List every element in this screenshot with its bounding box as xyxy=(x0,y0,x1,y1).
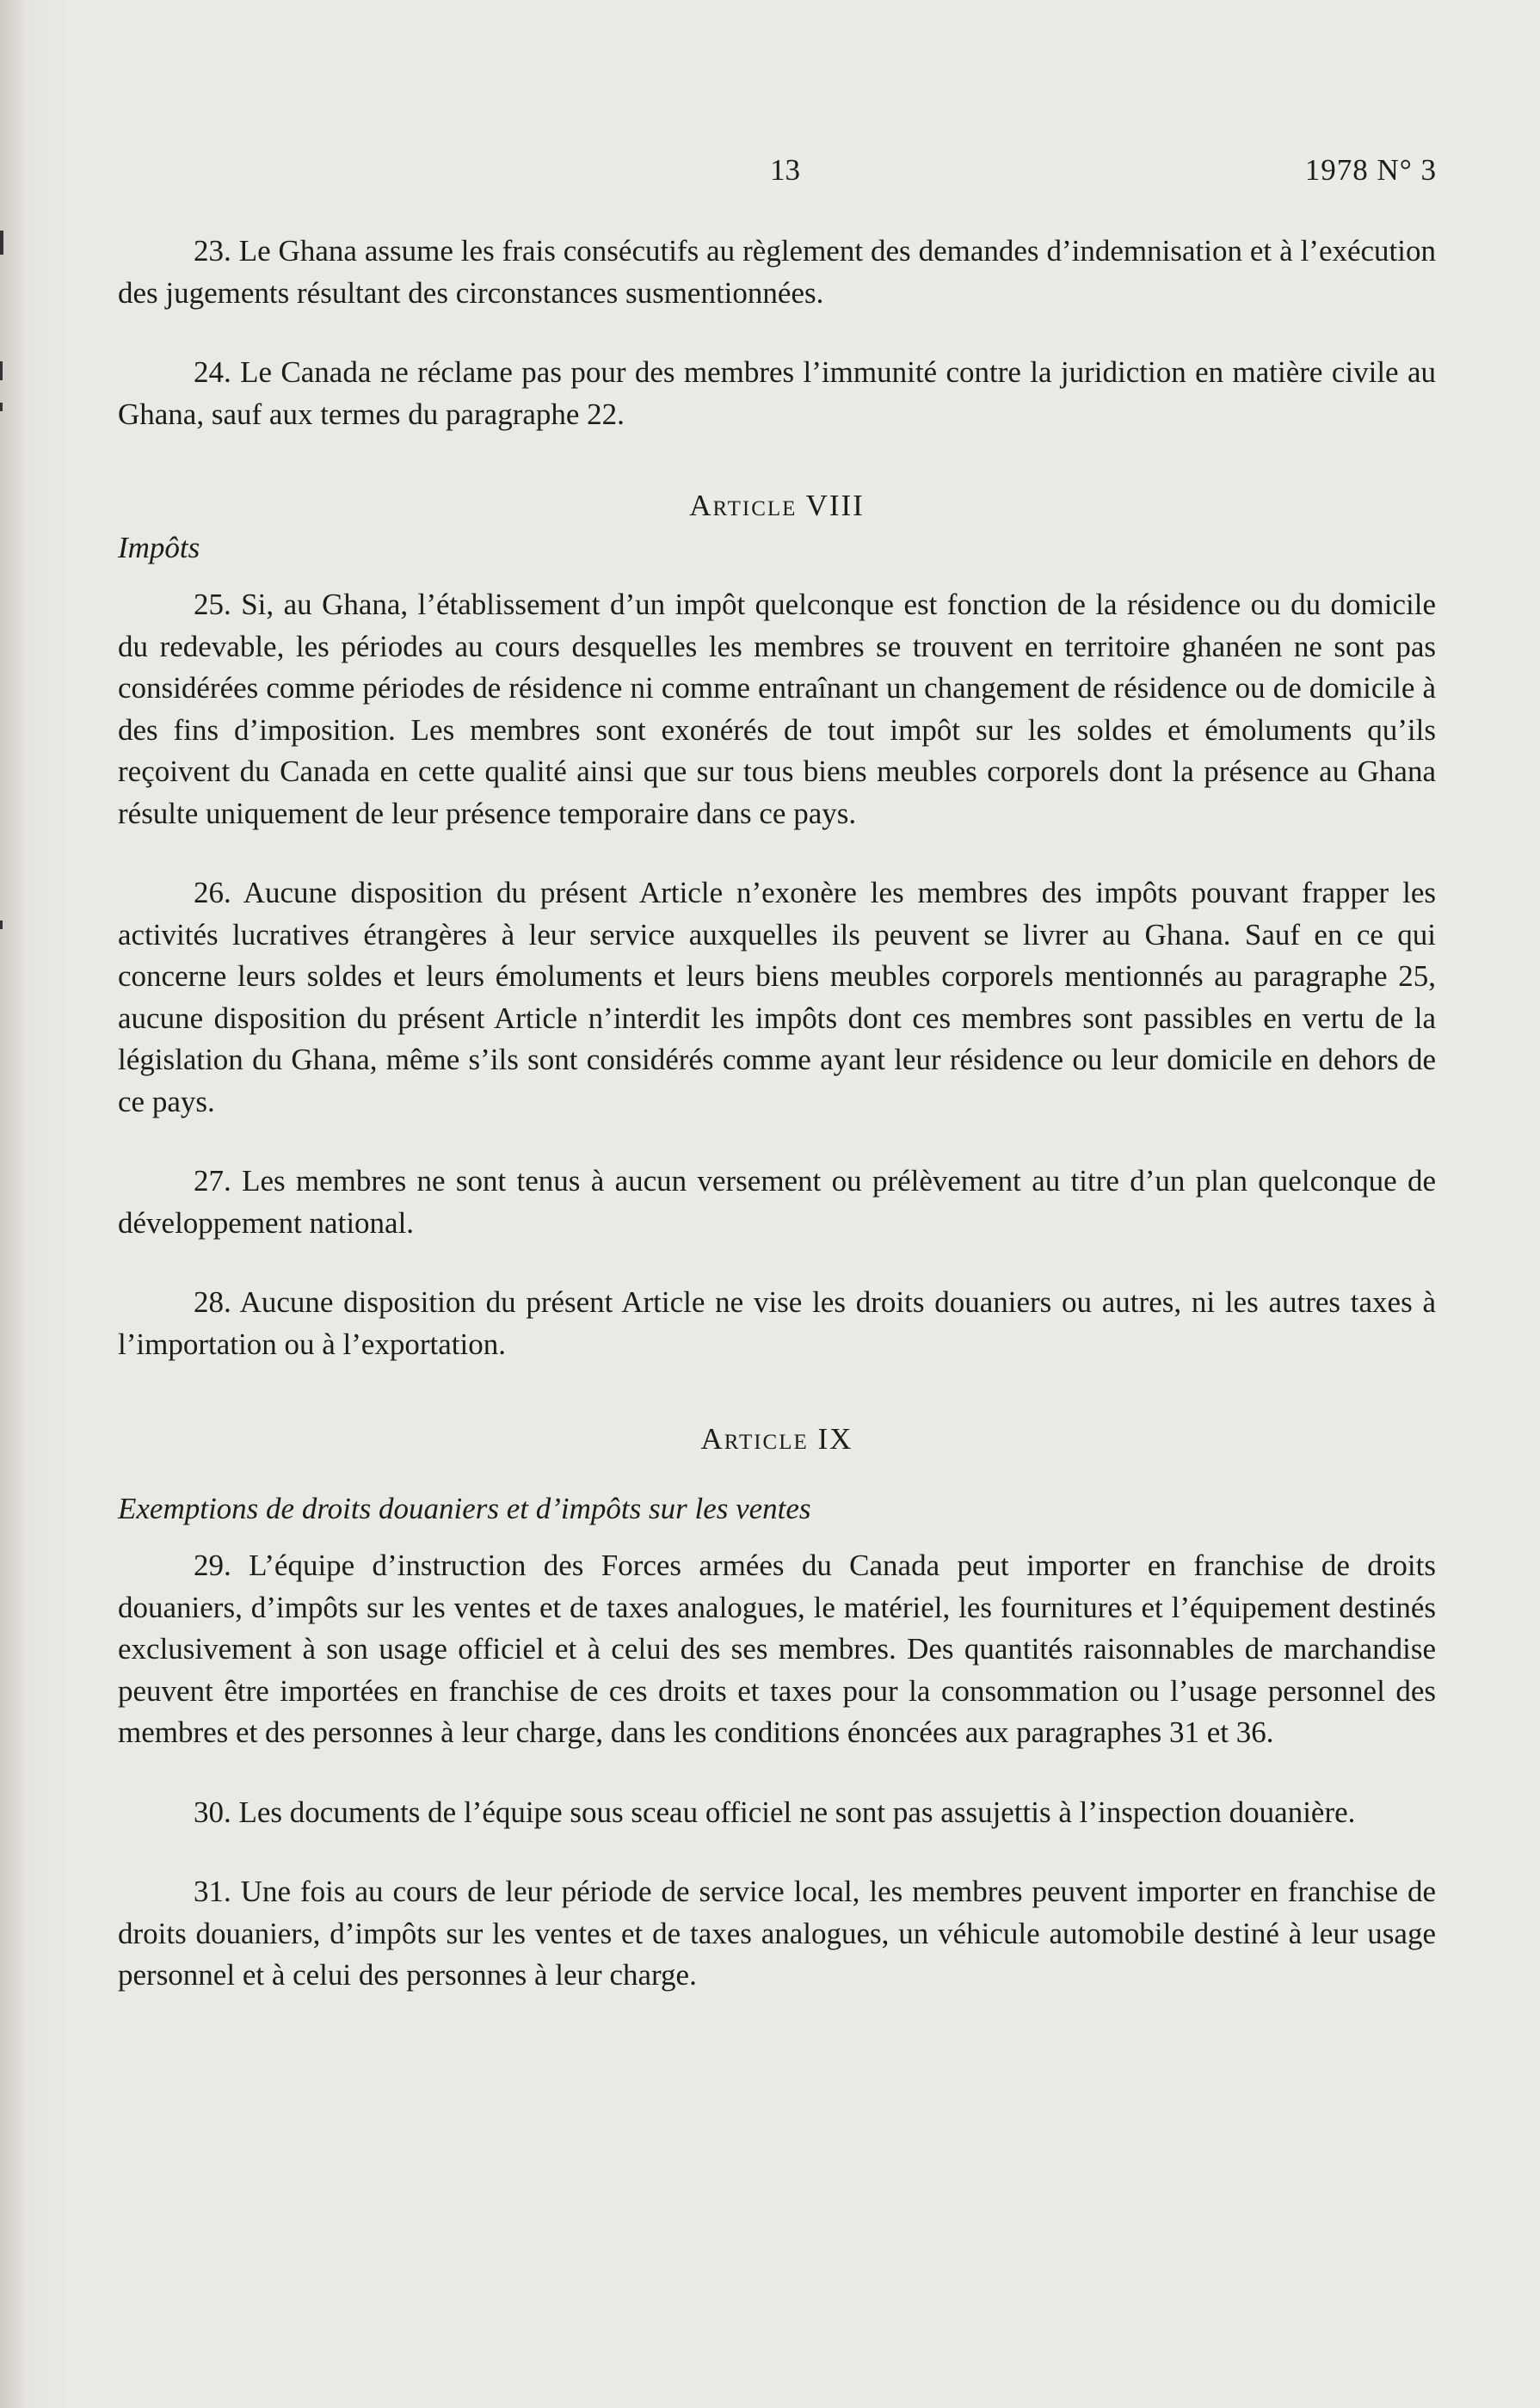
page-header xyxy=(0,153,1540,196)
gutter-mark xyxy=(0,231,3,255)
paragraph-23: 23. Le Ghana assume les frais consécutifs au règlement des demandes d’indemnisation et à l’exécution des jugements résultant des circonstances susmentionnées. xyxy=(118,234,1436,310)
gutter-mark xyxy=(0,921,3,929)
article-9-subtitle: Exemptions de droits douaniers et d’impôts sur les ventes xyxy=(118,1491,811,1525)
paragraph-31: 31. Une fois au cours de leur période de service local, les membres peuvent importer en franchise de droits douaniers, d’impôts sur les ventes et de taxes analogues, un véhicule automobile destiné à leur usage personnel et à celui des personnes à leur charge. xyxy=(118,1875,1436,1992)
issue-number: 1978 N° 3 xyxy=(1304,153,1437,187)
page-number: 13 xyxy=(770,153,800,187)
gutter-mark xyxy=(0,403,3,411)
gutter-mark xyxy=(0,361,3,380)
paragraph-27: 27. Les membres ne sont tenus à aucun versement ou prélèvement au titre d’un plan quelconque de développement national. xyxy=(118,1164,1436,1240)
article-8-title: Article VIII xyxy=(689,489,865,522)
binding-gutter xyxy=(0,0,24,2408)
paragraph-28: 28. Aucune disposition du présent Article ne vise les droits douaniers ou autres, ni les autres taxes à l’importation ou à l’exportation. xyxy=(118,1285,1436,1361)
paragraph-24: 24. Le Canada ne réclame pas pour des membres l’immunité contre la juridiction en matière civile au Ghana, sauf aux termes du paragraphe 22. xyxy=(118,355,1436,431)
paragraph-26: 26. Aucune disposition du présent Article n’exonère les membres des impôts pouvant frapper les activités lucratives étrangères à leur service auxquelles ils peuvent se livrer au Ghana. Sauf en ce qui concerne leurs soldes et leurs émoluments et leurs biens meubles corporels mentionnés au paragraphe 25, aucune disposition du présent Article n’interdit les impôts dont ces membres sont passibles en vertu de la législation du Ghana, même s’ils sont considérés comme ayant leur résidence ou leur domicile en dehors de ce pays. xyxy=(118,876,1436,1118)
paragraph-30: 30. Les documents de l’équipe sous sceau officiel ne sont pas assujettis à l’inspection douanière. xyxy=(194,1795,1356,1829)
article-9-title: Article IX xyxy=(700,1422,853,1456)
paragraph-29: 29. L’équipe d’instruction des Forces armées du Canada peut importer en franchise de droits douaniers, d’impôts sur les ventes et de taxes analogues, le matériel, les fournitures et l’équipement destinés exclusivement à son usage officiel et à celui des ses membres. Des quantités raisonnables de marchandise peuvent être importées en franchise de ces droits et taxes pour la consommation ou l’usage personnel des membres et des personnes à leur charge, dans les conditions énoncées aux paragraphes 31 et 36. xyxy=(118,1549,1436,1749)
article-8-subtitle: Impôts xyxy=(118,530,200,564)
main-text xyxy=(118,231,1436,2035)
paragraph-25: 25. Si, au Ghana, l’établissement d’un impôt quelconque est fonction de la résidence ou du domicile du redevable, les périodes au cours desquelles les membres se trouvent en territoire ghanéen ne sont pas considérées comme périodes de résidence ni comme entraînant un changement de résidence ou de domicile à des fins d’imposition. Les membres sont exonérés de tout impôt sur les soldes et émoluments qu’ils reçoivent du Canada en cette qualité ainsi que sur tous biens meubles corporels dont la présence au Ghana résulte uniquement de leur présence temporaire dans ce pays. xyxy=(118,588,1436,830)
